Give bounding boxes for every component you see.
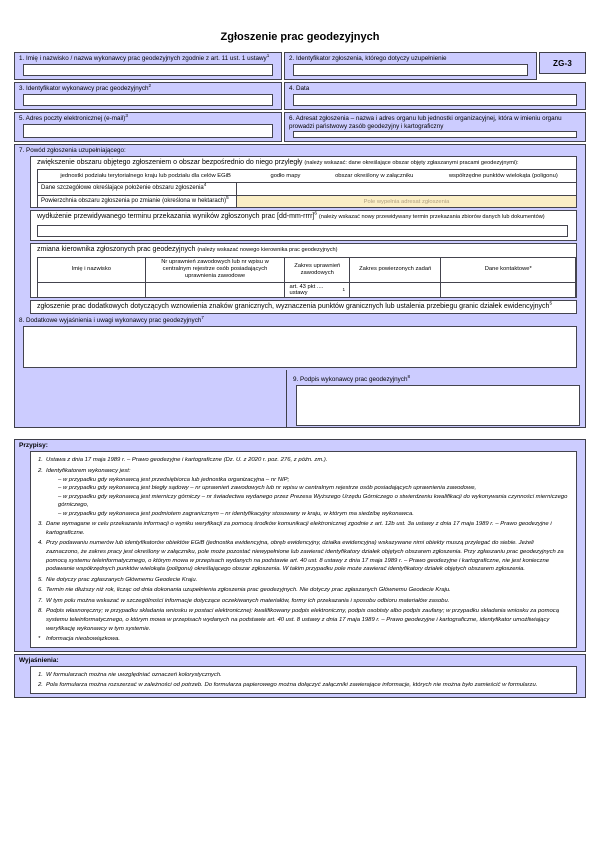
signature-row-spacer <box>15 370 287 427</box>
manager-name-input[interactable] <box>38 283 146 297</box>
field-3-input[interactable] <box>23 94 273 106</box>
area-method-attachment: obszar określony w załączniku <box>335 173 414 180</box>
field-6-input[interactable] <box>293 131 577 137</box>
form-code-cell <box>539 52 586 80</box>
field-9-area <box>287 370 585 427</box>
manager-table-data-row <box>38 283 576 297</box>
row-2 <box>14 82 586 110</box>
option-area-increase-hint: (należy wskazać: dane określające obszar objęty zgłaszanymi pracami geodezyjnymi): <box>304 159 519 166</box>
footnotes-block <box>14 439 586 651</box>
field-8-input[interactable] <box>23 326 577 368</box>
footnote-subitem: – w przypadku gdy wykonawcą jest mierniczy górniczy – nr świadectwa wydanego przez Prezesa Wyższego Urzędu Górniczego o stwierdzeniu kwalifikacji do wykonywania czynności mierniczego górniczego, <box>58 493 568 509</box>
area-details-row <box>38 183 576 195</box>
explanation-item: 2. Pola formularza można rozszerzać w zależności od potrzeb. Do formularza papierowego można dołączyć załączniki zawierające informacje, których nie można było zamieścić w formularzu. <box>38 682 538 689</box>
footnote-ref-8: 8 <box>407 374 411 380</box>
field-2-label: 2. Identyfikator zgłoszenia, którego dotyczy uzupełnienie <box>289 55 447 62</box>
field-7-label: 7. Powód zgłoszenia uzupełniającego: <box>19 146 126 154</box>
footnote-subitem: – w przypadku gdy wykonawcą jest przedsiębiorca lub jednostka organizacyjna – nr NIP; <box>58 476 290 483</box>
manager-col-contact: Dane kontaktowe* <box>441 258 576 283</box>
option-area-increase-title: zwiększenie obszaru objętego zgłoszeniem o obszar bezpośrednio do niego przyległy (należy wskazać: dane określające obszar objęty zgłaszanymi pracami geodezyjnymi): <box>37 158 519 166</box>
field-1-label: 1. Imię i nazwisko / nazwa wykonawcy prac geodezyjnych zgodnie z art. 11 ust. 1 ustawy$^1$ <box>19 52 270 62</box>
row-1 <box>14 52 586 80</box>
manager-col-task-scope: Zakres powierzonych zadań <box>350 258 441 283</box>
footnote-item: 6. Termin nie dłuższy niż rok, licząc od dnia dokonania uzupełnienia zgłoszenia prac geodezyjnych. Nie dotyczy prac zgłaszanych Głównemu Geodecie Kraju. <box>38 587 451 594</box>
area-method-map-symbol: godło mapy <box>270 173 301 180</box>
footnote-item-optional: * Informacja nieobowiązkowa. <box>38 636 120 643</box>
footnote-subitem: – w przypadku gdy wykonawca jest podmiotem zagranicznym – nr identyfikacyjny stosowany w kraju, w którym ma siedzibę wykonawca. <box>58 510 414 517</box>
option-term-extension <box>30 210 577 241</box>
area-details-label: Dane szczegółowe określające położenie obszaru zgłoszenia$^4$ <box>38 183 237 195</box>
footnote-item: 1. Ustawa z dnia 17 maja 1989 r. – Prawo geodezyjne i kartograficzne (Dz. U. z 2020 r. poz. 276, z późn. zm.). <box>38 457 328 464</box>
option-manager-change-title: zmiana kierownika zgłoszonych prac geodezyjnych (należy wskazać nowego kierownika prac geodezyjnych) <box>37 246 338 254</box>
area-size-label: Powierzchnia obszaru zgłoszenia po zmianie (określona w hektarach)$^5$ <box>38 196 237 207</box>
field-3-label: 3. Identyfikator wykonawcy prac geodezyjnych$^2$ <box>19 82 152 92</box>
manager-col-license-number: Nr uprawnień zawodowych lub nr wpisu w centralnym rejestrze osób posiadających uprawnienia zawodowe <box>146 258 286 283</box>
option-additional-works <box>30 300 577 315</box>
form-title: Zgłoszenie prac geodezyjnych <box>220 31 380 43</box>
option-term-extension-hint: (należy wskazać nowy przewidywany termin przekazania zbiorów danych lub dokumentów) <box>318 214 545 221</box>
manager-license-number-input[interactable] <box>146 283 286 297</box>
explanations-block <box>14 654 586 698</box>
footnote-ref-5: 5 <box>226 195 229 201</box>
area-method-egib: jednostki podziału terytorialnego kraju lub podziału dla celów EGiB <box>60 173 231 180</box>
manager-col-license-scope: Zakres uprawnień zawodowych <box>285 258 350 283</box>
explanation-item: 1. W formularzach można nie uwzględniać oznaczeń kolorystycznych. <box>38 671 222 678</box>
field-6-label: 6. Adresat zgłoszenia – nazwa i adres organu lub jednostki organizacyjnej, która w imieniu organu prowadzi państwowy zasób geodezyjny i kartograficzny <box>289 114 562 130</box>
explanations-list <box>30 666 577 694</box>
area-table <box>37 169 576 207</box>
area-method-polygon: współrzędne punktów wielokąta (poligonu) <box>448 173 558 180</box>
option-area-increase <box>30 156 577 209</box>
explanations-heading: Wyjaśnienia: <box>19 656 59 664</box>
manager-table <box>37 257 576 297</box>
field-4-input[interactable] <box>293 94 577 106</box>
field-5-block <box>14 112 282 142</box>
footnote-ref-7: 7 <box>201 315 204 321</box>
footnotes-heading: Przypisy: <box>19 442 48 450</box>
footnote-ref-1: 1 <box>266 52 270 58</box>
footnote-item: 7. W tym polu można wskazać w szczególności informacje dotyczące oczekiwanych materiałów, formy ich przekazania i sposobu odbioru materiałów zasobu. <box>38 597 450 604</box>
field-5-input[interactable] <box>23 124 273 138</box>
option-additional-works-title: zgłoszenie prac dodatkowych dotyczących wznowienia znaków granicznych, wyznaczenia punktów granicznych lub ustalenia przebiegu granic działek ewidencyjnych$^5$ <box>37 300 553 310</box>
manager-col-name: Imię i nazwisko <box>38 258 146 283</box>
field-2-block <box>284 52 537 80</box>
field-8-label: 8. Dodatkowe wyjaśnienia i uwagi wykonawcy prac geodezyjnych$^7$ <box>19 315 204 325</box>
footnotes-list <box>30 451 577 647</box>
field-1-input[interactable] <box>23 64 273 76</box>
field-4-block <box>284 82 586 110</box>
field-3-block <box>14 82 282 110</box>
field-5-label: 5. Adres poczty elektronicznej (e-mail)$^3$ <box>19 112 128 122</box>
field-9-label: 9. Podpis wykonawcy prac geodezyjnych$^8$ <box>293 374 411 384</box>
area-size-addressee-note: Pole wypełnia adresat zgłoszenia <box>237 196 576 207</box>
signature-row <box>15 370 585 427</box>
row-3 <box>14 112 586 142</box>
footnote-item: 4. Przy podawaniu numerów lub identyfikatorów obiektów EGiB (jednostka ewidencyjna, obręb ewidencyjny, działka ewidencyjna) wskazywane nimi obiekty muszą przylegać do siebie. Jeżeli zaznaczono, że zakres pracy jest określony w załączniku, pole może pozostać niewypełnione lub zawierać identyfikatory działek objętych obszarem zgłoszenia. Przy zgłaszaniu prac geodezyjnych za pomocą systemu teleinformatycznego, o którym mowa w przepisach wydanych na podstawie art. 40 ust. 8 ustawy z dnia 17 maja 1989 r. – Prawo geodezyjne i kartograficzne, nie jest konieczne podawanie współrzędnych punktów wielokąta (poligonu) określającego obszar zgłoszenia. W takim przypadku pole może zawierać identyfikatory działek objętych obszarem zgłoszenia. <box>38 540 564 573</box>
footnote-ref-5: 5 <box>549 300 553 306</box>
footnote-ref-2: 2 <box>148 82 152 88</box>
section-7-block <box>14 144 586 429</box>
form-code-badge: ZG-3 <box>539 52 586 74</box>
field-9-input[interactable] <box>296 385 580 426</box>
manager-task-scope-input[interactable] <box>350 283 441 297</box>
manager-table-header-row <box>38 258 576 283</box>
term-extension-input[interactable] <box>37 225 568 237</box>
field-1-block <box>14 52 282 80</box>
field-4-label: 4. Data <box>289 84 310 92</box>
footnote-item: 5. Nie dotyczy prac zgłaszanych Głównemu Geodecie Kraju. <box>38 576 198 583</box>
field-2-input[interactable] <box>293 64 528 76</box>
area-size-row <box>38 195 576 207</box>
footnote-item: 8. Podpis własnoręczny; w przypadku składania wniosku w postaci elektronicznej: kwalifikowany podpis elektroniczny, podpis osobisty albo podpis zaufany; w przypadku składania wniosku za pomocą systemu teleinformatycznego, o którym mowa w przepisach wydanych na podstawie art. 40 ust. 8 ustawy z dnia 17 maja 1989 r. – Prawo geodezyjne i kartograficzne, identyfikator umożliwiający weryfikację wykonawcy w tym systemie. <box>38 608 559 632</box>
area-method-header-row <box>38 170 576 183</box>
field-6-block <box>284 112 586 142</box>
footnote-item: 3. Dane wymagane w celu przekazania informacji o wyniku weryfikacji za pomocą środków komunikacji elektronicznej zgodnie z art. 12b ust. 3a ustawy z dnia 17 maja 1989 r. – Prawo geodezyjne i kartograficzne. <box>38 521 552 536</box>
footnote-ref-6: 6 <box>314 211 317 217</box>
option-manager-change-hint: (należy wskazać nowego kierownika prac geodezyjnych) <box>197 247 338 254</box>
option-manager-change <box>30 243 577 297</box>
footnote-ref-4: 4 <box>203 182 207 188</box>
manager-license-scope-input[interactable]: art. 43 pkt .... ustawy 1 <box>285 283 350 297</box>
manager-contact-input[interactable] <box>441 283 576 297</box>
footnote-subitem: – w przypadku gdy wykonawcą jest biegły sądowy – nr uprawnień zawodowych lub nr wpisu w centralnym rejestrze osób posiadających uprawnienia zawodowe, <box>58 485 477 492</box>
area-details-input[interactable] <box>237 183 576 195</box>
footnote-item: 2. Identyfikatorem wykonawcy jest: – w przypadku gdy wykonawcą jest przedsiębiorca lub jednostka organizacyjna – nr NIP; – w przypadku gdy wykonawcą jest biegły sądowy – nr uprawnień zawodowych lub nr wpisu w centralnym rejestrze osób posiadających uprawnienia zawodowe, – w przypadku gdy wykonawcą jest mierniczy górniczy – nr świadectwa wydanego przez Prezesa Wyższego Urzędu Górniczego o stwierdzeniu kwalifikacji do wykonywania czynności mierniczego górniczego, – w przypadku gdy wykonawca jest podmiotem zagranicznym – nr identyfikacyjny stosowany w kraju, w którym ma siedzibę wykonawca. <box>38 467 568 517</box>
footnote-ref-3: 3 <box>125 112 128 118</box>
option-term-extension-title: wydłużenie przewidywanego terminu przekazania wyników zgłoszonych prac [dd-mm-rrrr]$^6$ (należy wskazać nowy przewidywany termin przekazania zbiorów danych lub dokumentów) <box>37 211 545 221</box>
